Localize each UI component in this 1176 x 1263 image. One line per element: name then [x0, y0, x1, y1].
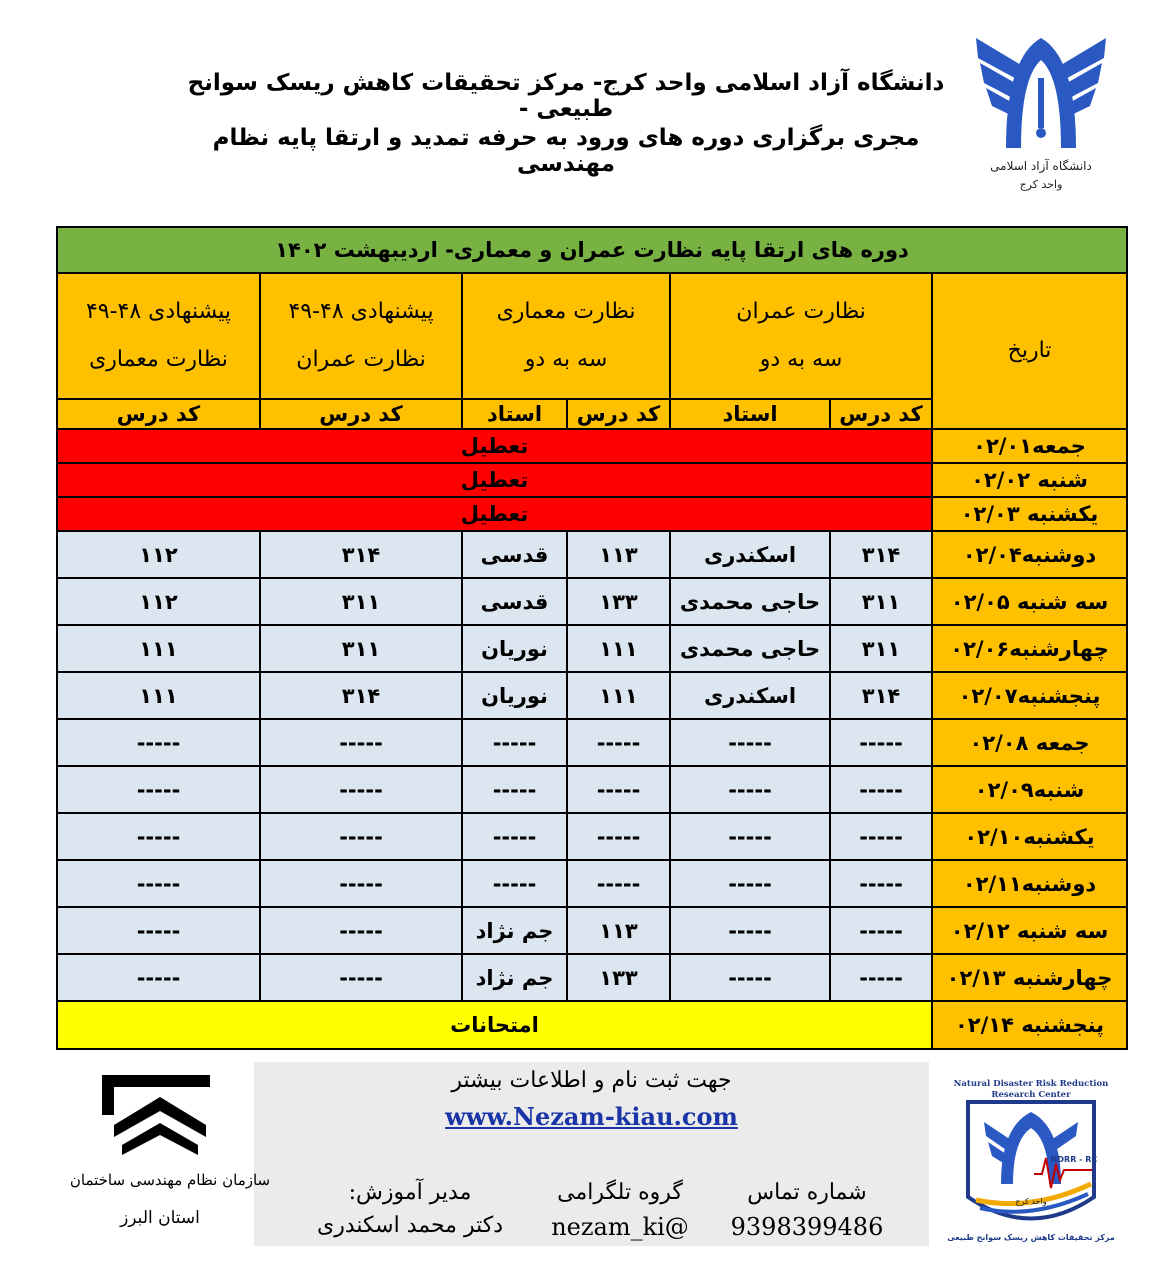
civil-teacher-cell: ----- — [670, 954, 830, 1001]
nezam-logo-text-1: سازمان نظام مهندسی ساختمان — [69, 1171, 271, 1189]
civil-teacher-cell: ----- — [670, 719, 830, 766]
proposed-arch-code-cell: ----- — [57, 813, 260, 860]
proposed-arch-code-cell: ----- — [57, 719, 260, 766]
group-header-line: پیشنهادی ۴۸-۴۹ — [85, 299, 232, 324]
proposed-civil-code-cell: ۳۱۱ — [260, 578, 462, 625]
contact-label: شماره تماس — [747, 1180, 867, 1205]
group-header-architecture — [462, 273, 670, 399]
group-header-line: نظارت عمران — [736, 299, 866, 324]
group-header-line: نظارت معماری — [89, 347, 228, 372]
holiday-row — [57, 463, 1127, 497]
civil-teacher-cell: ----- — [670, 907, 830, 954]
civil-code-cell: ۳۱۱ — [830, 625, 932, 672]
arch-code-cell: ----- — [567, 860, 670, 907]
logo-text-1: دانشگاه آزاد اسلامی — [990, 159, 1092, 173]
date-cell: شنبه ۰۲/۰۲ — [932, 463, 1127, 497]
group-header-line: پیشنهادی ۴۸-۴۹ — [288, 299, 434, 324]
azad-university-logo — [966, 18, 1116, 198]
arch-code-cell: ۱۳۳ — [567, 954, 670, 1001]
proposed-civil-code-cell: ۳۱۴ — [260, 531, 462, 578]
holiday-row — [57, 497, 1127, 531]
register-info-text: جهت ثبت نام و اطلاعات بیشتر — [451, 1068, 732, 1093]
website-link[interactable]: www.Nezam-kiau.com — [445, 1102, 738, 1131]
arch-teacher-cell: قدسی — [462, 531, 567, 578]
table-row — [57, 531, 1127, 578]
civil-code-cell: ----- — [830, 860, 932, 907]
holiday-label: تعطیل — [57, 429, 932, 463]
ndrr-caption: مرکز تحقیقات کاهش ریسک سوانح طبیعی — [947, 1233, 1115, 1242]
table-title: دوره های ارتقا پایه نظارت عمران و معماری- اردیبهشت ۱۴۰۲ — [57, 227, 1127, 273]
telegram-handle: @nezam_ki — [551, 1213, 689, 1241]
proposed-arch-code-cell: ----- — [57, 954, 260, 1001]
ndrr-unit: واحد کرج — [1015, 1197, 1047, 1206]
arch-teacher-cell: جم نژاد — [462, 954, 567, 1001]
date-cell: چهارشنبه۰۲/۰۶ — [932, 625, 1127, 672]
holiday-label: تعطیل — [57, 463, 932, 497]
date-cell: سه شنبه ۰۲/۱۲ — [932, 907, 1127, 954]
group-header-line: سه به دو — [524, 347, 608, 372]
arch-code-cell: ----- — [567, 813, 670, 860]
header-line-1: دانشگاه آزاد اسلامی واحد کرج- مرکز تحقیقات کاهش ریسک سوانح طبیعی - — [187, 70, 945, 122]
civil-code-cell: ۳۱۱ — [830, 578, 932, 625]
arch-teacher-cell: ----- — [462, 813, 567, 860]
date-cell: جمعه ۰۲/۰۸ — [932, 719, 1127, 766]
group-header-line: سه به دو — [759, 347, 843, 372]
arch-code-cell: ۱۱۳ — [567, 531, 670, 578]
proposed-civil-code-cell: ----- — [260, 813, 462, 860]
proposed-civil-code-cell: ----- — [260, 907, 462, 954]
header-line-2: مجری برگزاری دوره های ورود به حرفه تمدید و ارتقا پایه نظام مهندسی — [212, 125, 920, 177]
date-cell: پنجشنبه۰۲/۰۷ — [932, 672, 1127, 719]
date-cell: چهارشنبه ۰۲/۱۳ — [932, 954, 1127, 1001]
arch-teacher-cell: نوریان — [462, 672, 567, 719]
subheader-teacher: استاد — [462, 399, 567, 429]
logo-text-2: واحد کرج — [1019, 178, 1063, 191]
group-header-line: نظارت عمران — [296, 347, 426, 372]
proposed-civil-code-cell: ----- — [260, 954, 462, 1001]
group-header-proposed-civil — [260, 273, 462, 399]
table-row — [57, 907, 1127, 954]
civil-teacher-cell: حاجی محمدی — [670, 625, 830, 672]
holiday-row — [57, 429, 1127, 463]
arch-code-cell: ----- — [567, 719, 670, 766]
table-row — [57, 719, 1127, 766]
arch-teacher-cell: نوریان — [462, 625, 567, 672]
arch-code-cell: ۱۱۳ — [567, 907, 670, 954]
civil-teacher-cell: اسکندری — [670, 672, 830, 719]
schedule-table — [56, 226, 1128, 1050]
nezam-logo-text-2: استان البرز — [120, 1208, 200, 1228]
arch-code-cell: ----- — [567, 766, 670, 813]
ndrr-badge: NDRR - RC — [1050, 1155, 1098, 1164]
subheader-teacher: استاد — [670, 399, 830, 429]
civil-code-cell: ۳۱۴ — [830, 672, 932, 719]
table-row — [57, 625, 1127, 672]
proposed-civil-code-cell: ----- — [260, 719, 462, 766]
civil-code-cell: ----- — [830, 907, 932, 954]
telegram-label: گروه تلگرامی — [557, 1180, 683, 1205]
table-row — [57, 578, 1127, 625]
civil-teacher-cell: ----- — [670, 813, 830, 860]
date-column-header: تاریخ — [932, 273, 1127, 429]
subheader-code: کد درس — [567, 399, 670, 429]
proposed-arch-code-cell: ۱۱۱ — [57, 625, 260, 672]
civil-teacher-cell: ----- — [670, 860, 830, 907]
table-row — [57, 813, 1127, 860]
date-cell: سه شنبه ۰۲/۰۵ — [932, 578, 1127, 625]
civil-code-cell: ----- — [830, 766, 932, 813]
civil-teacher-cell: اسکندری — [670, 531, 830, 578]
group-header-civil — [670, 273, 932, 399]
arch-teacher-cell: جم نژاد — [462, 907, 567, 954]
arch-teacher-cell: ----- — [462, 766, 567, 813]
manager-label: مدیر آموزش: — [348, 1180, 472, 1205]
civil-teacher-cell: ----- — [670, 766, 830, 813]
nezam-mohandesi-logo — [50, 1065, 271, 1250]
exam-label: امتحانات — [57, 1001, 932, 1049]
arch-teacher-cell: قدسی — [462, 578, 567, 625]
date-cell: دوشنبه۰۲/۱۱ — [932, 860, 1127, 907]
table-row — [57, 672, 1127, 719]
holiday-label: تعطیل — [57, 497, 932, 531]
proposed-arch-code-cell: ۱۱۲ — [57, 578, 260, 625]
date-cell: جمعه۰۲/۰۱ — [932, 429, 1127, 463]
proposed-arch-code-cell: ----- — [57, 907, 260, 954]
date-cell: یکشنبه۰۲/۱۰ — [932, 813, 1127, 860]
proposed-civil-code-cell: ۳۱۱ — [260, 625, 462, 672]
proposed-civil-code-cell: ۳۱۴ — [260, 672, 462, 719]
proposed-arch-code-cell: ۱۱۲ — [57, 531, 260, 578]
table-row — [57, 766, 1127, 813]
date-cell: پنجشنبه ۰۲/۱۴ — [932, 1001, 1127, 1049]
ndrr-title-2: Research Center — [991, 1090, 1071, 1100]
arch-code-cell: ۱۳۳ — [567, 578, 670, 625]
arch-teacher-cell: ----- — [462, 860, 567, 907]
ndrr-rc-logo — [947, 1072, 1115, 1247]
arch-teacher-cell: ----- — [462, 719, 567, 766]
civil-code-cell: ----- — [830, 719, 932, 766]
proposed-arch-code-cell: ----- — [57, 766, 260, 813]
proposed-civil-code-cell: ----- — [260, 860, 462, 907]
proposed-civil-code-cell: ----- — [260, 766, 462, 813]
civil-code-cell: ----- — [830, 813, 932, 860]
civil-code-cell: ----- — [830, 954, 932, 1001]
arch-code-cell: ۱۱۱ — [567, 672, 670, 719]
proposed-arch-code-cell: ----- — [57, 860, 260, 907]
civil-teacher-cell: حاجی محمدی — [670, 578, 830, 625]
subheader-code: کد درس — [57, 399, 260, 429]
contact-phone: 9398399486 — [730, 1213, 884, 1241]
table-row — [57, 954, 1127, 1001]
civil-code-cell: ۳۱۴ — [830, 531, 932, 578]
date-cell: دوشنبه۰۲/۰۴ — [932, 531, 1127, 578]
date-cell: شنبه۰۲/۰۹ — [932, 766, 1127, 813]
subheader-code: کد درس — [260, 399, 462, 429]
group-header-line: نظارت معماری — [496, 299, 636, 324]
arch-code-cell: ۱۱۱ — [567, 625, 670, 672]
subheader-code: کد درس — [830, 399, 932, 429]
ndrr-title-1: Natural Disaster Risk Reduction — [953, 1079, 1109, 1089]
manager-name: دکتر محمد اسکندری — [316, 1213, 503, 1238]
group-header-proposed-architecture — [57, 273, 260, 399]
proposed-arch-code-cell: ۱۱۱ — [57, 672, 260, 719]
exam-row — [57, 1001, 1127, 1049]
date-cell: یکشنبه ۰۲/۰۳ — [932, 497, 1127, 531]
table-row — [57, 860, 1127, 907]
